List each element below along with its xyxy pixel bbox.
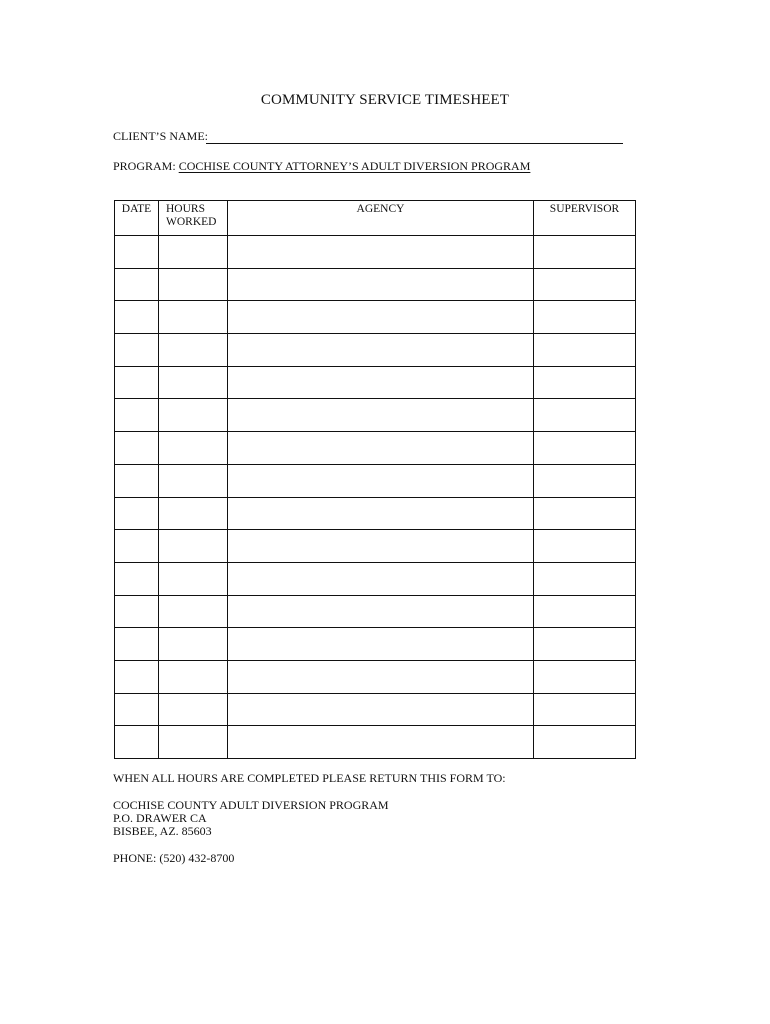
supervisor-cell[interactable] — [534, 595, 636, 628]
table-row — [115, 334, 636, 367]
agency-cell[interactable] — [228, 366, 534, 399]
hours-cell[interactable] — [159, 334, 228, 367]
agency-cell[interactable] — [228, 726, 534, 759]
hours-cell[interactable] — [159, 497, 228, 530]
table-row — [115, 693, 636, 726]
table-row — [115, 497, 636, 530]
hours-cell[interactable] — [159, 236, 228, 269]
date-cell[interactable] — [115, 726, 159, 759]
hours-cell[interactable] — [159, 726, 228, 759]
supervisor-cell[interactable] — [534, 562, 636, 595]
table-row — [115, 464, 636, 497]
agency-cell[interactable] — [228, 497, 534, 530]
return-instructions — [113, 772, 506, 877]
hours-cell[interactable] — [159, 366, 228, 399]
agency-cell[interactable] — [228, 464, 534, 497]
agency-cell[interactable] — [228, 595, 534, 628]
date-cell[interactable] — [115, 595, 159, 628]
agency-cell[interactable] — [228, 530, 534, 563]
hours-cell[interactable] — [159, 530, 228, 563]
supervisor-cell[interactable] — [534, 366, 636, 399]
hours-cell[interactable] — [159, 464, 228, 497]
client-name-row — [113, 129, 208, 144]
agency-header: AGENCY — [228, 201, 534, 236]
program-label: PROGRAM: — [113, 159, 176, 173]
date-cell[interactable] — [115, 497, 159, 530]
date-cell[interactable] — [115, 399, 159, 432]
hours-header-line1: HOURS — [166, 203, 205, 215]
hours-header-line2: WORKED — [166, 216, 217, 228]
date-cell[interactable] — [115, 301, 159, 334]
date-cell[interactable] — [115, 366, 159, 399]
supervisor-cell[interactable] — [534, 236, 636, 269]
hours-cell[interactable] — [159, 660, 228, 693]
timesheet-body — [115, 236, 636, 759]
table-row — [115, 595, 636, 628]
hours-cell[interactable] — [159, 432, 228, 465]
supervisor-cell[interactable] — [534, 726, 636, 759]
date-cell[interactable] — [115, 268, 159, 301]
hours-cell[interactable] — [159, 693, 228, 726]
address-line: COCHISE COUNTY ADULT DIVERSION PROGRAM — [113, 798, 389, 812]
supervisor-cell[interactable] — [534, 334, 636, 367]
hours-cell[interactable] — [159, 628, 228, 661]
supervisor-cell[interactable] — [534, 268, 636, 301]
agency-cell[interactable] — [228, 301, 534, 334]
date-cell[interactable] — [115, 693, 159, 726]
address-line: BISBEE, AZ. 85603 — [113, 824, 212, 838]
date-cell[interactable] — [115, 464, 159, 497]
program-value: COCHISE COUNTY ATTORNEY’S ADULT DIVERSION PROGRAM — [178, 159, 531, 173]
supervisor-cell[interactable] — [534, 530, 636, 563]
agency-cell[interactable] — [228, 660, 534, 693]
table-header-row — [115, 201, 636, 236]
agency-cell[interactable] — [228, 628, 534, 661]
agency-cell[interactable] — [228, 693, 534, 726]
date-cell[interactable] — [115, 562, 159, 595]
hours-cell[interactable] — [159, 301, 228, 334]
date-cell[interactable] — [115, 660, 159, 693]
supervisor-cell[interactable] — [534, 464, 636, 497]
agency-cell[interactable] — [228, 236, 534, 269]
supervisor-header: SUPERVISOR — [534, 201, 636, 236]
table-row — [115, 562, 636, 595]
hours-cell[interactable] — [159, 399, 228, 432]
supervisor-cell[interactable] — [534, 693, 636, 726]
date-cell[interactable] — [115, 236, 159, 269]
phone-number: PHONE: (520) 432-8700 — [113, 851, 235, 865]
table-row — [115, 628, 636, 661]
date-header: DATE — [115, 201, 159, 236]
table-row — [115, 399, 636, 432]
table-row — [115, 366, 636, 399]
page-title: COMMUNITY SERVICE TIMESHEET — [260, 92, 510, 108]
table-row — [115, 268, 636, 301]
supervisor-cell[interactable] — [534, 399, 636, 432]
supervisor-cell[interactable] — [534, 432, 636, 465]
hours-worked-header — [159, 201, 228, 236]
client-name-label: CLIENT’S NAME: — [113, 129, 208, 143]
agency-cell[interactable] — [228, 399, 534, 432]
agency-cell[interactable] — [228, 562, 534, 595]
date-cell[interactable] — [115, 530, 159, 563]
date-cell[interactable] — [115, 432, 159, 465]
supervisor-cell[interactable] — [534, 301, 636, 334]
supervisor-cell[interactable] — [534, 660, 636, 693]
agency-cell[interactable] — [228, 334, 534, 367]
hours-cell[interactable] — [159, 562, 228, 595]
table-row — [115, 530, 636, 563]
supervisor-cell[interactable] — [534, 497, 636, 530]
program-row — [113, 159, 530, 174]
table-row — [115, 726, 636, 759]
table-row — [115, 236, 636, 269]
agency-cell[interactable] — [228, 432, 534, 465]
date-cell[interactable] — [115, 334, 159, 367]
address-line: P.O. DRAWER CA — [113, 811, 207, 825]
client-name-field[interactable] — [206, 143, 623, 144]
hours-cell[interactable] — [159, 268, 228, 301]
return-instruction-text: WHEN ALL HOURS ARE COMPLETED PLEASE RETURN THIS FORM TO: — [113, 771, 506, 785]
timesheet-table — [114, 200, 636, 759]
supervisor-cell[interactable] — [534, 628, 636, 661]
agency-cell[interactable] — [228, 268, 534, 301]
hours-cell[interactable] — [159, 595, 228, 628]
date-cell[interactable] — [115, 628, 159, 661]
table-row — [115, 660, 636, 693]
table-row — [115, 301, 636, 334]
table-row — [115, 432, 636, 465]
